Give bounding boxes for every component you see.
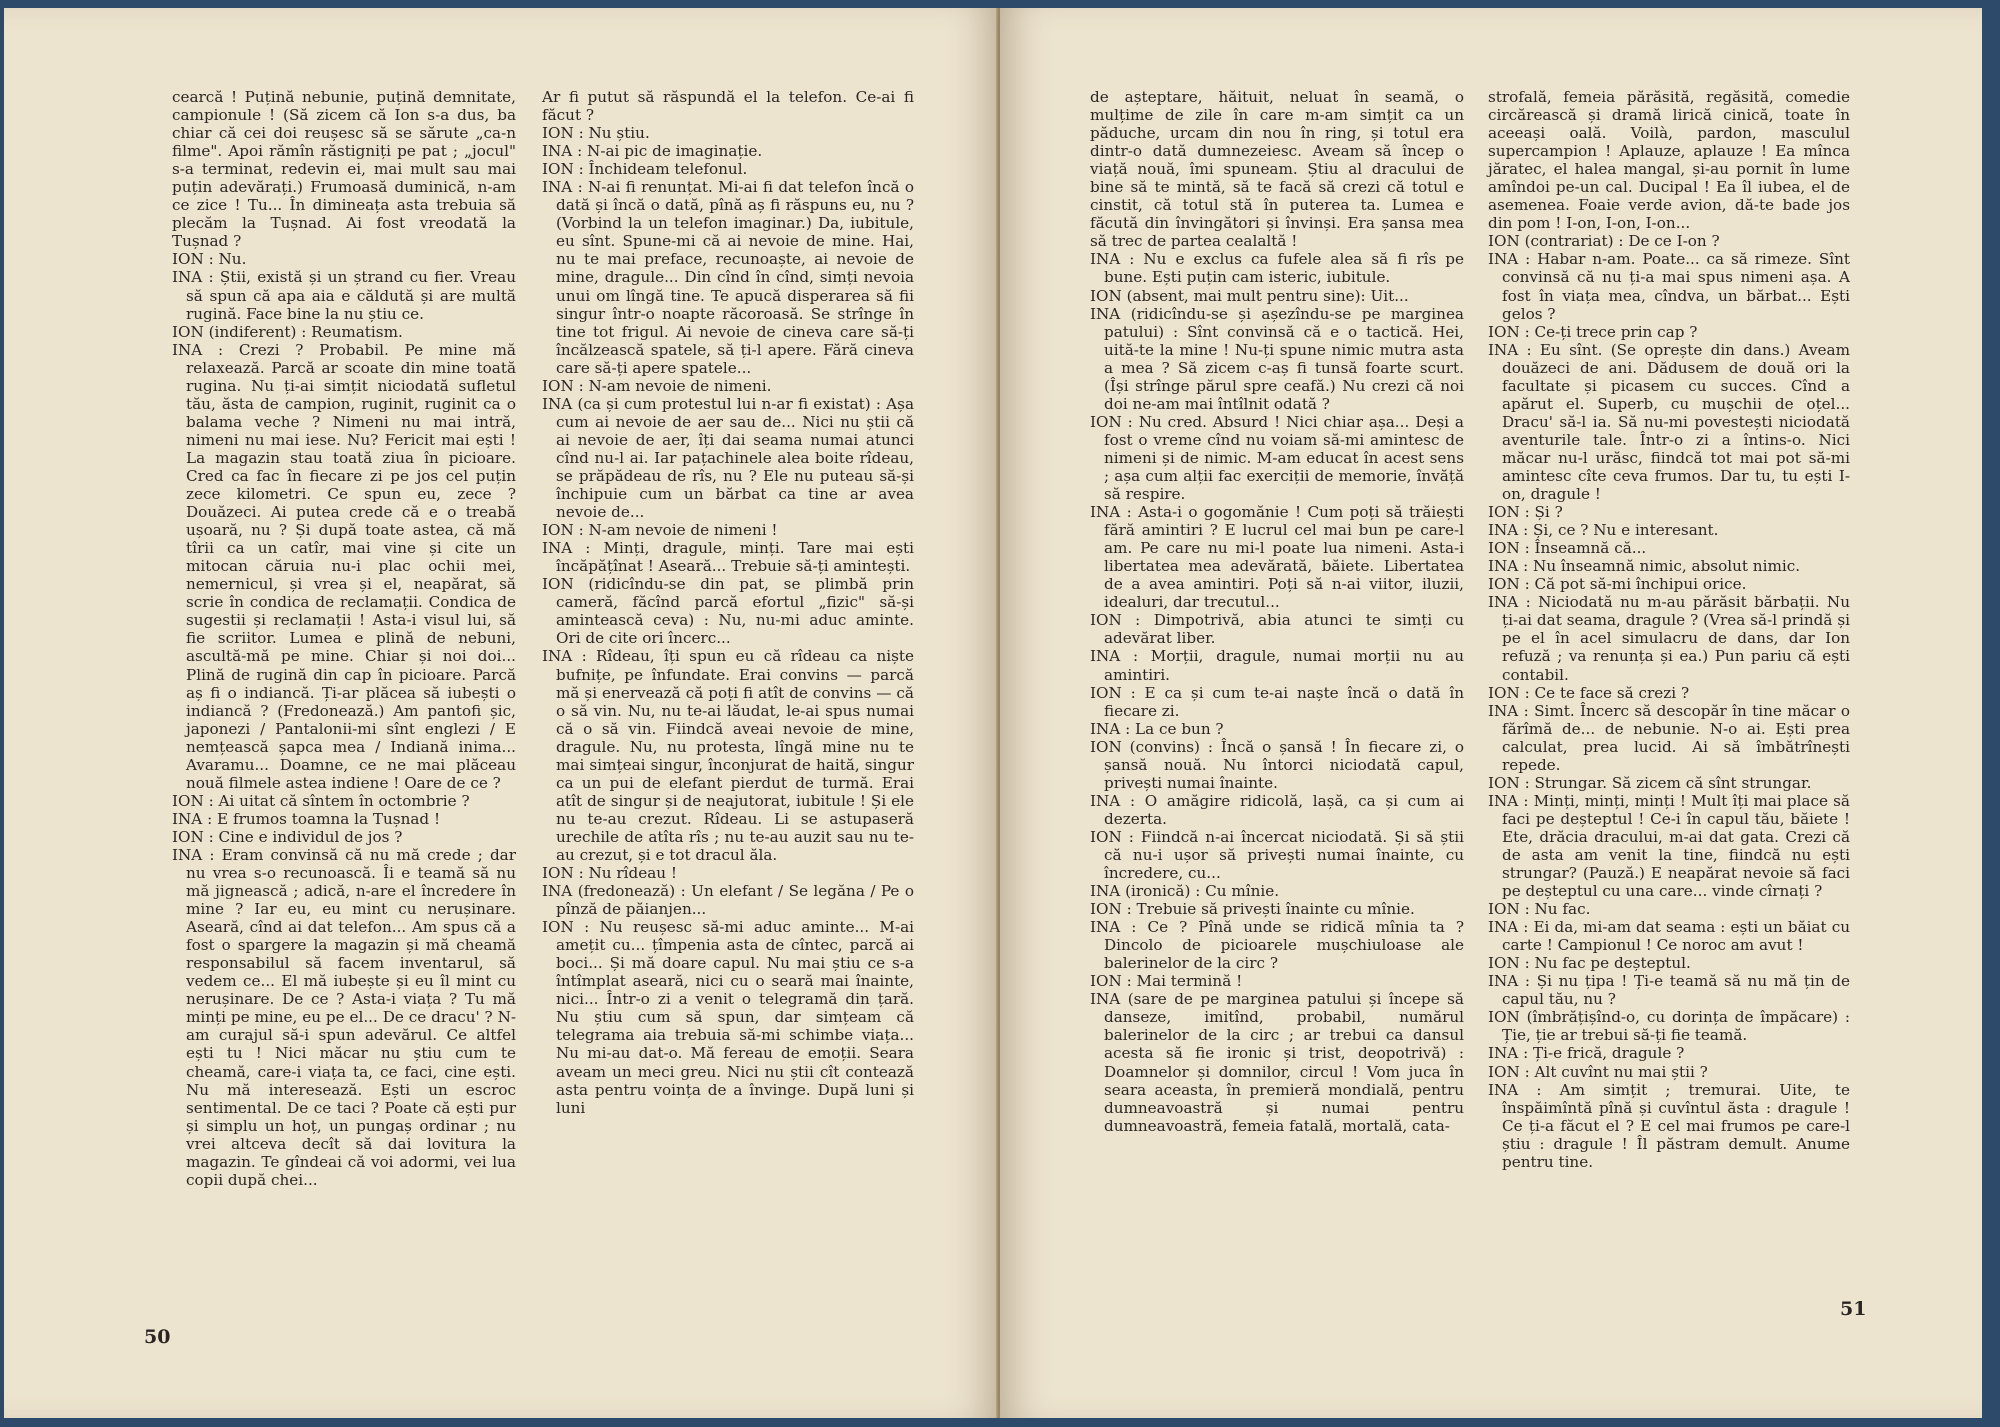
- left-page: [4, 8, 998, 1418]
- dialogue-line: ION : Alt cuvînt nu mai știi ?: [1488, 1062, 1708, 1081]
- dialogue-line: ION : Nu fac pe deșteptul.: [1488, 954, 1691, 973]
- dialogue-line: ION : Mai termină !: [1090, 972, 1243, 991]
- dialogue-line: ION : Trebuie să privești înainte cu mînie.: [1090, 900, 1415, 919]
- dialogue-line: INA : Niciodată nu m-au părăsit bărbații. Nu ți-ai dat seama, dragule ? (Vrea să-l prindă și pe el în acel simulacru de dans, dar Ion refuză ; va renunța și ea.) Pun pariu că ești contabil.: [1488, 593, 1850, 684]
- dialogue-line: ION (îmbrățișînd-o, cu dorința de împăcare) : Ție, ție ar trebui să-ți fie teamă.: [1488, 1008, 1850, 1045]
- dialogue-line: ION : Nu știu.: [542, 124, 650, 143]
- dialogue-line: ION : Închideam telefonul.: [542, 160, 748, 179]
- left-page-column-2: [542, 88, 914, 1117]
- dialogue-line: ION : Strungar. Să zicem că sînt strungar.: [1488, 773, 1812, 792]
- dialogue-line: ION : Cine e individul de jos ?: [172, 827, 403, 846]
- dialogue-line: ION : Nu reușesc să-mi aduc aminte... M-ai amețit cu... țîmpenia asta de cîntec, parcă ai boci... Și mă doare capul. Nu mai știu ce s-a întîmplat aseară, nici cu o seară mai înainte, nici... Într-o zi a venit o telegramă din țară. Nu știu cum să spun, dar simțeam că telegrama aia trebuia să-mi schimbe viața... Nu mi-au dat-o. Mă fereau de emoții. Seara aveam un meci greu. Nici nu știi cît contează asta pentru voința de a învinge. După luni și luni: [542, 918, 914, 1117]
- dialogue-line: INA : Ți-e frică, dragule ?: [1488, 1044, 1685, 1063]
- dialogue-line: ION : N-am nevoie de nimeni !: [542, 521, 778, 540]
- dialogue-line: ION (absent, mai mult pentru sine): Uit...: [1090, 286, 1409, 305]
- dialogue-line: ION : Înseamnă că...: [1488, 539, 1647, 558]
- dialogue-line: INA : Crezi ? Probabil. Pe mine mă relaxează. Parcă ar scoate din mine toată rugina. Nu ți-ai simțit niciodată sufletul tău, ăsta de campion, ruginit, ruginit ca o balama veche ? Nimeni nu mai intră, nimeni nu mai iese. Nu? Fericit mai ești ! La magazin stau toată ziua în picioare. Cred ca fac în fiecare zi pe jos cel puțin zece kilometri. Ce spun eu, zece ? Douăzeci. Ai putea crede că e o treabă ușoară, nu ? Și după toate astea, că mă tîrii ca un catîr, mai vine și cite un mitocan căruia nu-i plac ochii mei, nemernicul, și vrea și el, neapărat, să scrie în condica de reclamații. Condica de sugestii și reclamații ! Asta-i visul lui, să fie scriitor. Lumea e plină de nebuni, ascultă-mă pe mine. Chiar și noi doi... Plină de rugină din cap în picioare. Parcă aș fi o indiancă. Ți-ar plăcea să iubești o indiancă ? (Fredonează.) Am pantofi șic, japonezi / Pantalonii-mi sînt englezi / E nemțească șapca mea / Indiană inima... Avaramu... Doamne, ce ne mai plăceau nouă filmele astea indiene ! Oare de ce ?: [172, 340, 516, 792]
- dialogue-line: ION : Fiindcă n-ai încercat niciodată. Și să știi că nu-i ușor să privești numai înainte, cu încredere, cu...: [1090, 827, 1464, 883]
- dialogue-line: ION : Ce te face să crezi ?: [1488, 683, 1690, 702]
- dialogue-line: INA : Eram convinsă că nu mă crede ; dar nu vrea s-o recunoască. Îi e teamă să nu mă jignească ; adică, n-are el încredere în mine ? Iar eu, eu mint cu nerușinare. Aseară, cînd ai dat telefon... Am spus că a fost o spargere la magazin și mă cheamă responsabilul să facem inventarul, să vedem ce... El mă iubește și eu îl mint cu nerușinare. De ce ? Asta-i viața ? Tu mă minți pe mine, eu pe el... De ce dracu' ? N-am curajul să-i spun adevărul. Ce altfel ești tu ! Nici măcar nu știu cum te cheamă, care-i viața ta, ce faci, cine ești. Nu mă interesează. Ești un escroc sentimental. De ce taci ? Poate că ești pur și simplu un hoț, un pungaș ordinar ; nu vrei altceva decît să dai lovitura la magazin. Te gîndeai că voi adormi, vei lua copii după chei...: [172, 845, 516, 1189]
- dialogue-line: de așteptare, hăituit, neluat în seamă, o mulțime de zile în care m-am simțit ca un păduche, urcam din nou în ring, și totul era dintr-o dată dumnezeiesc. Aveam să încep o viață nouă, îmi spuneam. Știu al dracului de bine să te mintă, să te facă să crezi că totul e cinstit, că totul stă în puterea ta. Lumea e făcută din învingători și învinși. Era șansa mea să trec de partea cealaltă !: [1090, 88, 1464, 251]
- dialogue-line: INA (ironică) : Cu mînie.: [1090, 882, 1280, 901]
- dialogue-line: Ar fi putut să răspundă el la telefon. Ce-ai fi făcut ?: [542, 88, 914, 125]
- dialogue-line: INA (ridicîndu-se și așezîndu-se pe marginea patului) : Sînt convinsă că e o tactică. Hei, uită-te la mine ! Nu-ți spune nimic mutra asta a mea ? Să zicem c-aș fi tunsă foarte scurt. (Își strînge părul spre ceafă.) Nu crezi că noi doi ne-am mai întîlnit odată ?: [1090, 304, 1464, 413]
- dialogue-line: ION (convins) : Încă o șansă ! În fiecare zi, o șansă nouă. Nu întorci niciodată capul, privești numai înainte.: [1090, 737, 1464, 792]
- dialogue-line: ION : Nu cred. Absurd ! Nici chiar așa... Deși a fost o vreme cînd nu voiam să-mi amintesc de nimeni și de nimic. M-am educat în acest sens ; așa cum alții fac exerciții de memorie, învăță să respire.: [1090, 412, 1464, 504]
- dialogue-line: INA : Minți, dragule, minți. Tare mai ești încăpățînat ! Aseară... Trebuie să-ți amintești.: [542, 539, 914, 576]
- page-number-right: 51: [1840, 1298, 1867, 1320]
- dialogue-line: ION : Nu fac.: [1488, 900, 1591, 919]
- dialogue-line: ION : Nu.: [172, 250, 247, 269]
- dialogue-line: INA : Și, ce ? Nu e interesant.: [1488, 521, 1719, 540]
- dialogue-line: INA : Nu înseamnă nimic, absolut nimic.: [1488, 557, 1801, 576]
- dialogue-line: INA : Am simțit ; tremurai. Uite, te înspăimîntă pînă și cuvîntul ăsta : dragule ! Ce ți-a făcut el ? E cel mai frumos pe care-l știu : dragule ! Îl păstram demult. Anume pentru tine.: [1488, 1080, 1850, 1171]
- dialogue-line: ION : E ca și cum te-ai naște încă o dată în fiecare zi.: [1090, 683, 1464, 720]
- right-page: [1000, 8, 1982, 1418]
- dialogue-line: cearcă ! Puțină nebunie, puțină demnitate, campionule ! (Să zicem că Ion s-a dus, ba chiar că cei doi reușesc să se sărute „ca-n filme". Apoi rămîn răstigniți pe pat ; „jocul" s-a terminat, redevin ei, mai mult sau mai puțin adevărați.) Frumoasă duminică, n-am ce zice ! Tu... În dimineața asta trebuia să plecăm la Tușnad. Ai fost vreodată la Tușnad ?: [172, 88, 516, 251]
- dialogue-line: INA : Minți, minți, minți ! Mult îți mai place să faci pe deșteptul ! Ce-i în capul tău, băiete ! Ete, drăcia dracului, m-ai dat gata. Crezi că de asta am venit la tine, fiindcă nu ești strungar? (Pauză.) E neapărat nevoie să faci pe deșteptul cu una care... vinde cîrnați ?: [1488, 791, 1850, 901]
- dialogue-line: INA (sare de pe marginea patului și începe să danseze, imitînd, probabil, numărul balerinelor de la circ ; ar trebui ca dansul acesta să fie ironic și trist, deopotrivă) : Doamnelor și domnilor, circul ! Vom juca în seara aceasta, în premieră mondială, pentru dumneavoastră și numai pentru dumneavoastră, femeia fatală, mortală, cata-: [1090, 990, 1464, 1135]
- dialogue-line: INA : Asta-i o gogomănie ! Cum poți să trăiești fără amintiri ? E lucrul cel mai bun pe care-l am. Pe care nu mi-l poate lua nimeni. Asta-i libertatea mea adevărată, băiete. Libertatea de a avea amintiri. Poți să n-ai viitor, iluzii, idealuri, dar trecutul...: [1090, 503, 1464, 612]
- dialogue-line: INA : Morții, dragule, numai morții nu au amintiri.: [1090, 647, 1464, 684]
- dialogue-line: ION : Și ?: [1488, 503, 1563, 522]
- right-page-column-1: [1090, 88, 1464, 1135]
- dialogue-line: ION : Ce-ți trece prin cap ?: [1488, 322, 1698, 341]
- page-number-left: 50: [144, 1326, 171, 1348]
- right-page-column-2: [1488, 88, 1850, 1171]
- dialogue-line: INA : Ei da, mi-am dat seama : ești un băiat cu carte ! Campionul ! Ce noroc am avut !: [1488, 918, 1850, 955]
- dialogue-line: ION (indiferent) : Reumatism.: [172, 322, 403, 341]
- dialogue-line: INA : O amăgire ridicolă, lașă, ca și cum ai dezerta.: [1090, 791, 1464, 828]
- dialogue-line: INA : Rîdeau, îți spun eu că rîdeau ca niște bufnițe, pe înfundate. Erai convins — parcă mă și enervează că poți fi atît de convins — că o să vin. Nu, nu te-ai lăudat, le-ai spus numai că o să vin. Fiindcă aveai nevoie de mine, dragule. Nu, nu protesta, lîngă mine nu te mai simțeai singur, înconjurat de haită, singur ca un pui de elefant pierdut de turmă. Erai atît de singur și de neajutorat, iubitule ! Și ele nu te-au crezut. Rîdeau. Li se astupaseră urechile de atîta rîs ; nu te-au auzit sau nu te-au crezut, și e tot dracul ăla.: [542, 647, 914, 864]
- dialogue-line: INA : E frumos toamna la Tușnad !: [172, 809, 441, 828]
- dialogue-line: INA : Știi, există și un ștrand cu fier. Vreau să spun că apa aia e căldută și are multă rugină. Face bine la nu știu ce.: [172, 268, 516, 323]
- dialogue-line: INA : Ce ? Pînă unde se ridică mînia ta ? Dincolo de picioarele mușchiuloase ale balerinelor de la circ ?: [1090, 918, 1464, 973]
- dialogue-line: ION (ridicîndu-se din pat, se plimbă prin cameră, făcînd parcă efortul „fizic" să-și amintească ceva) : Nu, nu-mi aduc aminte. Ori de cite ori încerc...: [542, 575, 914, 648]
- dialogue-line: INA : N-ai pic de imaginație.: [542, 142, 763, 161]
- dialogue-line: INA (ca și cum protestul lui n-ar fi existat) : Așa cum ai nevoie de aer sau de... Nici nu știi că ai nevoie de aer, îți dai seama numai atunci cînd nu-l ai. Iar pațachinele alea boite rîdeau, se prăpădeau de rîs, nu ? Ele nu puteau să-și închipuie cum un bărbat ca tine ar avea nevoie de...: [542, 394, 914, 522]
- dialogue-line: INA (fredonează) : Un elefant / Se legăna / Pe o pînză de păianjen...: [542, 882, 914, 919]
- dialogue-line: INA : Simt. Încerc să descopăr în tine măcar o fărîmă de... de nebunie. N-o ai. Ești prea calculat, prea lucid. Ai să îmbătrînești repede.: [1488, 701, 1850, 774]
- dialogue-line: INA : Nu e exclus ca fufele alea să fi rîs pe bune. Ești puțin cam isteric, iubitule.: [1090, 250, 1464, 287]
- left-page-column-1: [172, 88, 516, 1189]
- dialogue-line: ION : Nu rîdeau !: [542, 864, 678, 883]
- dialogue-line: INA : Și nu țipa ! Ți-e teamă să nu mă țin de capul tău, nu ?: [1488, 972, 1850, 1009]
- dialogue-line: ION : Ai uitat că sîntem în octombrie ?: [172, 791, 470, 810]
- dialogue-line: ION : Că pot să-mi închipui orice.: [1488, 575, 1747, 594]
- dialogue-line: INA : La ce bun ?: [1090, 719, 1224, 738]
- dialogue-line: ION : N-am nevoie de nimeni.: [542, 376, 772, 395]
- dialogue-line: ION : Dimpotrivă, abia atunci te simți cu adevărat liber.: [1090, 611, 1464, 648]
- dialogue-line: INA : Eu sînt. (Se oprește din dans.) Aveam douăzeci de ani. Dădusem de două ori la facultate și picasem cu succes. Cînd a apărut el. Superb, cu mușchii de oțel... Dracu' să-l ia. Să nu-mi povestești niciodată aventurile tale. Într-o zi a întins-o. Nici măcar nu-l urăsc, fiindcă tot mai pot să-mi amintesc cîte ceva frumos. Dar tu, tu ești I-on, dragule !: [1488, 340, 1850, 504]
- dialogue-line: ION (contrariat) : De ce I-on ?: [1488, 232, 1720, 251]
- dialogue-line: INA : N-ai fi renunțat. Mi-ai fi dat telefon încă o dată și încă o dată, pînă aș fi răspuns eu, nu ? (Vorbind la un telefon imaginar.) Da, iubitule, eu sînt. Spune-mi că ai nevoie de mine. Hai, nu te mai preface, recunoaște, ai nevoie de mine, dragule... Din cînd în cînd, simți nevoia unui om lîngă tine. Te apucă disperarea să fii singur într-o noapte răcoroasă. Se strînge în tine tot frigul. Ai nevoie de cineva care să-ți încălzească spatele, să ți-l apere. Fără cineva care să-ți apere spatele...: [542, 178, 914, 377]
- dialogue-line: INA : Habar n-am. Poate... ca să rimeze. Sînt convinsă că nu ți-a mai spus nimeni așa. A fost în viața mea, cîndva, un bărbat... Ești gelos ?: [1488, 250, 1850, 323]
- dialogue-line: strofală, femeia părăsită, regăsită, comedie circărească și dramă lirică cinică, toate în aceeași oală. Voilà, pardon, masculul supercampion ! Aplauze, aplauze ! Ea mînca jăratec, el halea mangal, și-au pornit în lume amîndoi pe-un cal. Ducipal ! Ea îl iubea, el de asemenea. Foaie verde avion, dă-te bade jos din pom ! I-on, I-on, I-on...: [1488, 88, 1850, 233]
